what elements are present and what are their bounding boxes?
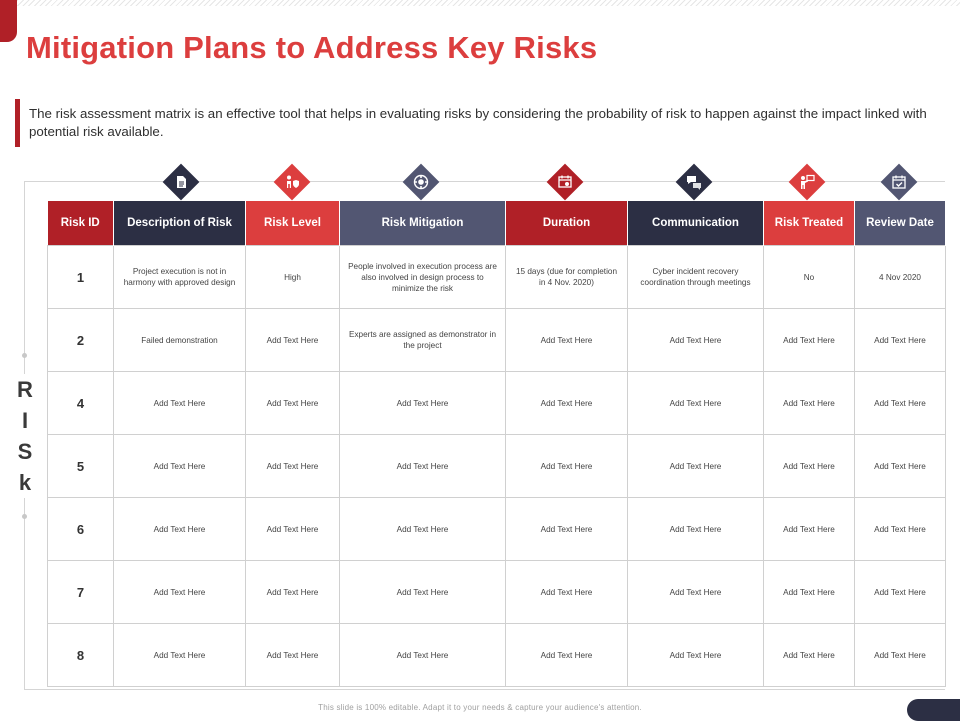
risk-letter: R xyxy=(17,377,33,402)
cell-mitigation: Add Text Here xyxy=(340,435,506,498)
header-risk-level: Risk Level xyxy=(246,201,340,246)
cell-risk-level: High xyxy=(246,246,340,309)
header-risk-mitigation: Risk Mitigation xyxy=(340,201,506,246)
cell-risk-id: 1 xyxy=(48,246,114,309)
cell-risk-level: Add Text Here xyxy=(246,309,340,372)
slide-description: The risk assessment matrix is an effective tool that helps in evaluating risks by considering the probability of risk to happen against the impact linked with potential risk available. xyxy=(29,106,927,139)
cell-communication: Add Text Here xyxy=(628,624,764,687)
cell-description: Add Text Here xyxy=(114,498,246,561)
cell-mitigation: Add Text Here xyxy=(340,561,506,624)
cell-treated: Add Text Here xyxy=(764,309,855,372)
cell-risk-id: 2 xyxy=(48,309,114,372)
cell-risk-level: Add Text Here xyxy=(246,498,340,561)
cell-communication: Add Text Here xyxy=(628,498,764,561)
cell-communication: Add Text Here xyxy=(628,435,764,498)
risk-letter: I xyxy=(21,408,29,433)
cell-review-date: Add Text Here xyxy=(855,435,946,498)
cell-risk-id: 6 xyxy=(48,498,114,561)
cell-communication: Add Text Here xyxy=(628,309,764,372)
cell-mitigation: Experts are assigned as demonstrator in the project xyxy=(340,309,506,372)
cell-mitigation: Add Text Here xyxy=(340,372,506,435)
table-row xyxy=(48,309,946,372)
cell-duration: Add Text Here xyxy=(506,435,628,498)
cell-duration: 15 days (due for completion in 4 Nov. 2020) xyxy=(506,246,628,309)
cell-treated: Add Text Here xyxy=(764,498,855,561)
cell-risk-id: 5 xyxy=(48,435,114,498)
cell-treated: Add Text Here xyxy=(764,435,855,498)
table-row xyxy=(48,435,946,498)
risk-letter: S xyxy=(17,439,33,464)
table-header-row xyxy=(48,201,946,246)
risk-vertical-label xyxy=(10,374,40,498)
cell-duration: Add Text Here xyxy=(506,498,628,561)
cell-review-date: Add Text Here xyxy=(855,498,946,561)
cell-risk-level: Add Text Here xyxy=(246,561,340,624)
corner-accent-tab xyxy=(0,0,17,42)
table-row xyxy=(48,498,946,561)
cell-description: Add Text Here xyxy=(114,624,246,687)
risk-letter: k xyxy=(18,470,32,495)
cell-duration: Add Text Here xyxy=(506,561,628,624)
side-dot-bottom xyxy=(22,514,27,519)
side-dot-top xyxy=(22,353,27,358)
header-duration: Duration xyxy=(506,201,628,246)
cell-review-date: 4 Nov 2020 xyxy=(855,246,946,309)
cell-review-date: Add Text Here xyxy=(855,561,946,624)
cell-risk-id: 4 xyxy=(48,372,114,435)
cell-communication: Cyber incident recovery coordination through meetings xyxy=(628,246,764,309)
cell-description: Project execution is not in harmony with approved design xyxy=(114,246,246,309)
cell-risk-level: Add Text Here xyxy=(246,372,340,435)
cell-duration: Add Text Here xyxy=(506,372,628,435)
cell-review-date: Add Text Here xyxy=(855,309,946,372)
slide-title: Mitigation Plans to Address Key Risks xyxy=(26,30,598,65)
cell-description: Add Text Here xyxy=(114,561,246,624)
table-row xyxy=(48,561,946,624)
cell-treated: Add Text Here xyxy=(764,561,855,624)
table-row xyxy=(48,624,946,687)
cell-risk-id: 7 xyxy=(48,561,114,624)
description-accent-bar xyxy=(15,99,20,147)
cell-duration: Add Text Here xyxy=(506,309,628,372)
cell-risk-level: Add Text Here xyxy=(246,435,340,498)
header-communication: Communication xyxy=(628,201,764,246)
cell-mitigation: Add Text Here xyxy=(340,498,506,561)
top-hatch-border xyxy=(0,0,960,6)
table-row xyxy=(48,372,946,435)
cell-treated: No xyxy=(764,246,855,309)
risk-matrix-table xyxy=(47,201,946,687)
cell-review-date: Add Text Here xyxy=(855,624,946,687)
slide-footer-note: This slide is 100% editable. Adapt it to your needs & capture your audience's attention. xyxy=(318,703,642,712)
header-review-date: Review Date xyxy=(855,201,946,246)
cell-review-date: Add Text Here xyxy=(855,372,946,435)
cell-mitigation: Add Text Here xyxy=(340,624,506,687)
header-description: Description of Risk xyxy=(114,201,246,246)
cell-communication: Add Text Here xyxy=(628,561,764,624)
cell-treated: Add Text Here xyxy=(764,372,855,435)
cell-description: Add Text Here xyxy=(114,435,246,498)
cell-treated: Add Text Here xyxy=(764,624,855,687)
header-risk-treated: Risk Treated xyxy=(764,201,855,246)
cell-communication: Add Text Here xyxy=(628,372,764,435)
header-risk-id: Risk ID xyxy=(48,201,114,246)
cell-duration: Add Text Here xyxy=(506,624,628,687)
cell-description: Failed demonstration xyxy=(114,309,246,372)
cell-description: Add Text Here xyxy=(114,372,246,435)
cell-risk-id: 8 xyxy=(48,624,114,687)
footer-accent-pill xyxy=(907,699,960,721)
cell-mitigation: People involved in execution process are also involved in design process to minimize the risk xyxy=(340,246,506,309)
cell-risk-level: Add Text Here xyxy=(246,624,340,687)
table-row xyxy=(48,246,946,309)
